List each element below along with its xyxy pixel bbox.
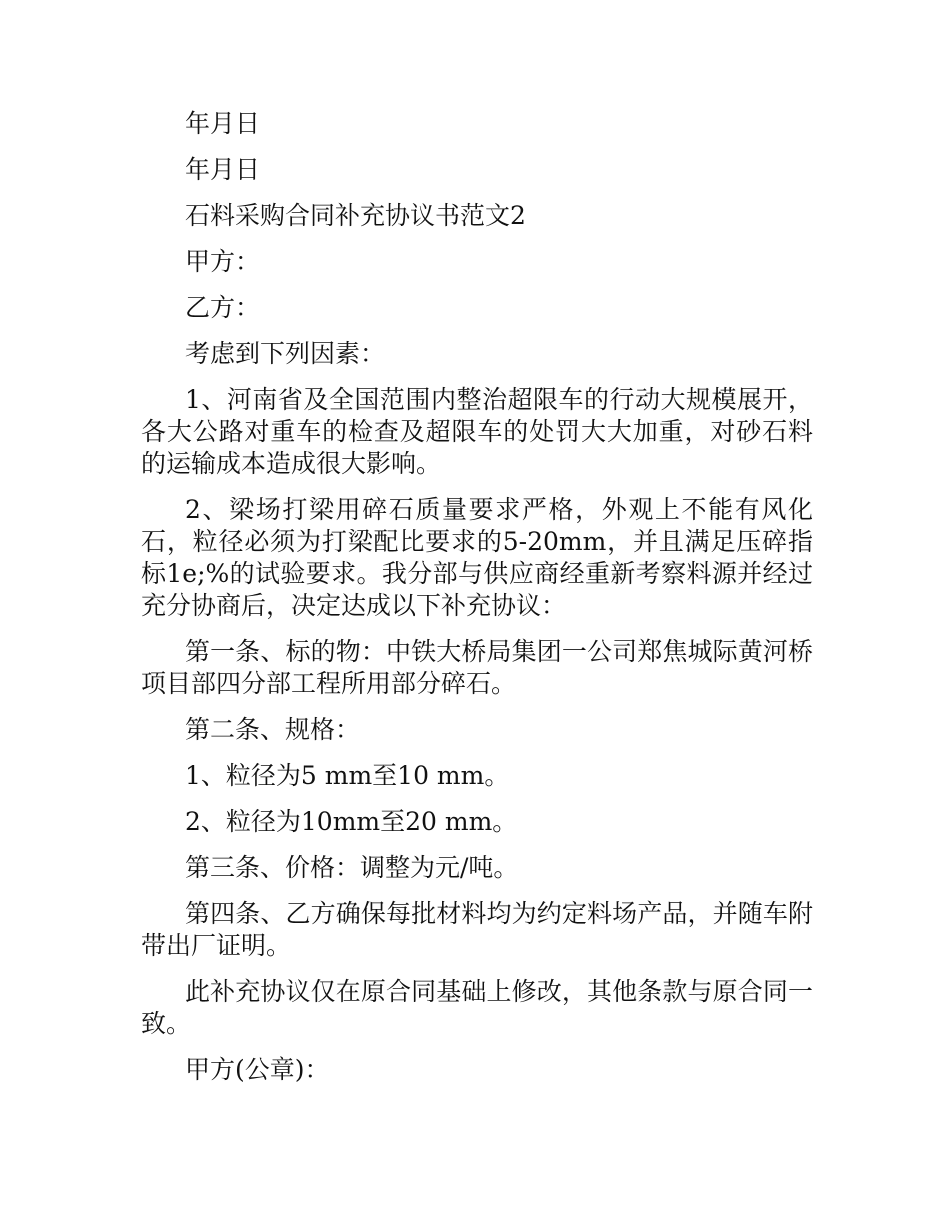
document-title: 石料采购合同补充协议书范文2 [185, 201, 526, 230]
date-line-2: 年月日 [185, 155, 261, 184]
party-a-line: 甲方： [185, 247, 261, 276]
date-line-1: 年月日 [185, 109, 261, 138]
closing-clause: 此补充协议仅在原合同基础上修改，其他条款与原合同一致。 [141, 977, 813, 1038]
spec-item-1: 1、粒径为5 mm至10 mm。 [185, 761, 510, 790]
consideration-2: 2、梁场打梁用碎石质量要求严格，外观上不能有风化石，粒径必须为打梁配比要求的5-20mm，并且满足压碎指标1e;%的试验要求。我分部与供应商经重新考察料源并经过充分协商后，决定达成以下补充协议： [141, 495, 813, 620]
article-4: 第四条、乙方确保每批材料均为约定料场产品，并随车附带出厂证明。 [141, 899, 813, 960]
article-2-heading: 第二条、规格： [185, 715, 361, 744]
document-body [141, 108, 813, 1100]
article-3: 第三条、价格：调整为元/吨。 [185, 853, 519, 882]
party-b-line: 乙方： [185, 293, 261, 322]
article-1: 第一条、标的物：中铁大桥局集团一公司郑焦城际黄河桥项目部四分部工程所用部分碎石。 [141, 637, 813, 698]
party-a-seal-line: 甲方(公章)： [185, 1055, 330, 1084]
considerations-heading: 考虑到下列因素： [185, 339, 386, 368]
spec-item-2: 2、粒径为10mm至20 mm。 [185, 807, 518, 836]
consideration-1: 1、河南省及全国范围内整治超限车的行动大规模展开，各大公路对重车的检查及超限车的处罚大大加重，对砂石料的运输成本造成很大影响。 [141, 385, 813, 478]
